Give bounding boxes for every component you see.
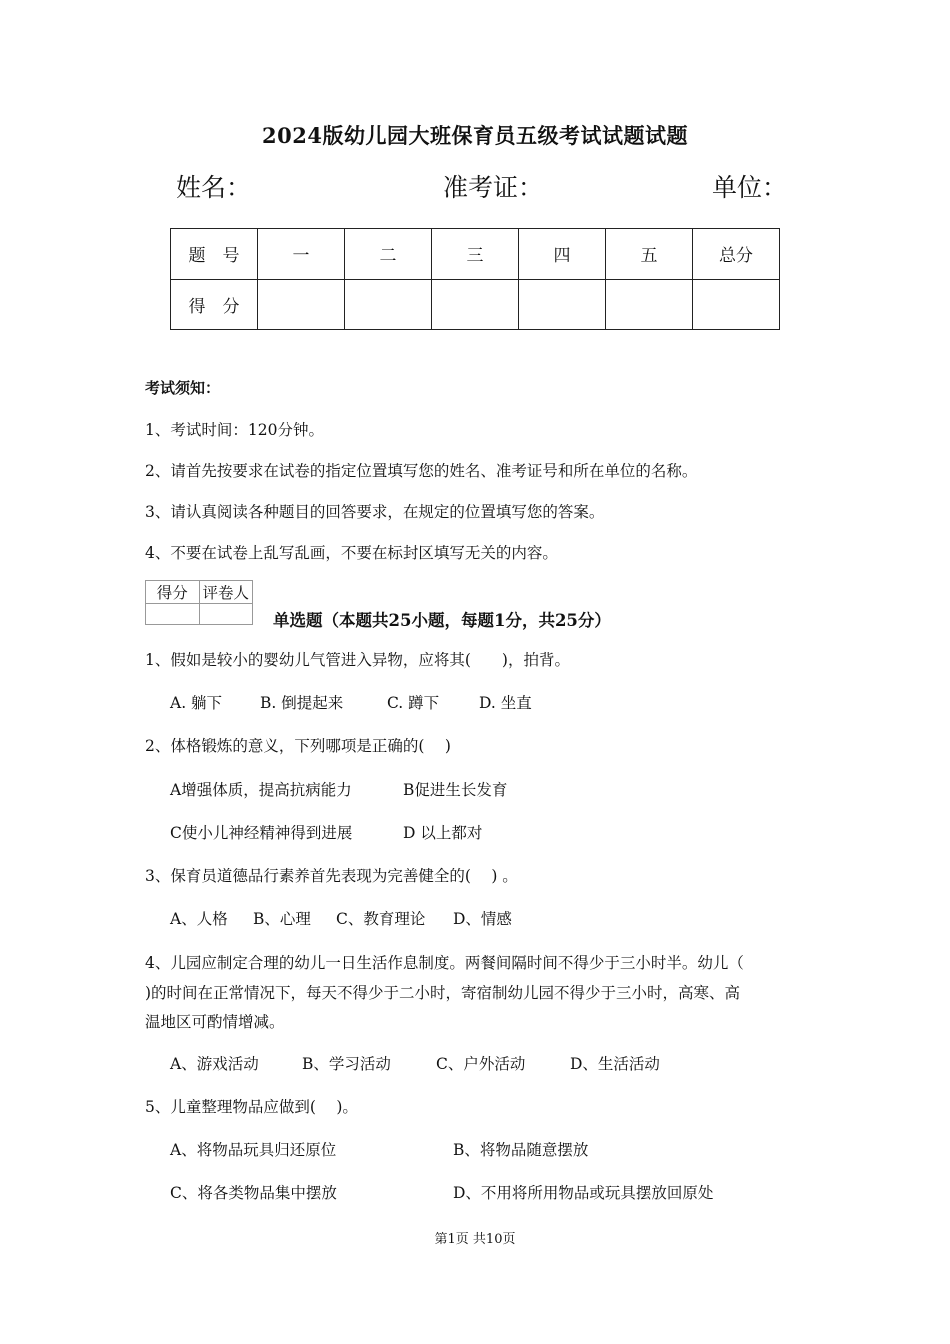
score-row-label: 得 分 <box>171 279 258 330</box>
score-cell <box>693 279 780 330</box>
grader-box <box>145 580 253 625</box>
question-stem-line: 4、儿园应制定合理的幼儿一日生活作息制度。两餐间隔时间不得少于三小时半。幼儿（ <box>145 954 744 972</box>
score-header-cell: 五 <box>606 229 693 280</box>
question-stem-line: )的时间在正常情况下，每天不得少于二小时，寄宿制幼儿园不得少于三小时，高寒、高 <box>145 984 741 1002</box>
score-header-cell: 题 号 <box>171 229 258 280</box>
score-header-cell: 二 <box>345 229 432 280</box>
question-option: A增强体质，提高抗病能力 <box>170 781 352 799</box>
score-cell <box>432 279 519 330</box>
grader-reviewer-label: 评卷人 <box>199 581 253 604</box>
score-cell <box>519 279 606 330</box>
score-table-header-row <box>171 229 780 280</box>
question-stem: 2、体格锻炼的意义，下列哪项是正确的( ) <box>145 737 451 755</box>
score-table-score-row <box>171 279 780 330</box>
question-stem: 5、儿童整理物品应做到( )。 <box>145 1098 358 1116</box>
notice-item: 4、不要在试卷上乱写乱画，不要在标封区填写无关的内容。 <box>145 544 558 562</box>
question-option: D、不用将所用物品或玩具摆放回原处 <box>453 1184 714 1202</box>
question-option: B促进生长发育 <box>403 781 508 799</box>
grader-score-label: 得分 <box>146 581 200 604</box>
question-option: C、户外活动 <box>436 1055 526 1073</box>
question-option: B、心理 <box>253 910 311 928</box>
question-option: A、将物品玩具归还原位 <box>170 1141 337 1159</box>
question-option: C使小儿神经精神得到进展 <box>170 824 353 842</box>
question-option: C. 蹲下 <box>387 694 440 712</box>
score-cell <box>258 279 345 330</box>
notice-heading: 考试须知： <box>145 379 221 397</box>
question-option: A. 躺下 <box>170 694 223 712</box>
question-option: D 以上都对 <box>403 824 483 842</box>
unit-field-label: 单位： <box>712 173 788 202</box>
question-option: B. 倒提起来 <box>260 694 344 712</box>
notice-item: 1、考试时间：120分钟。 <box>145 421 324 439</box>
score-cell <box>345 279 432 330</box>
question-stem: 1、假如是较小的婴幼儿气管进入异物，应将其( )，拍背。 <box>145 651 570 669</box>
grader-reviewer-cell <box>199 604 253 625</box>
score-table <box>170 228 780 330</box>
question-option: B、学习活动 <box>302 1055 391 1073</box>
question-option: C、教育理论 <box>336 910 426 928</box>
section-title: 单选题（本题共25小题，每题1分，共25分） <box>273 611 611 630</box>
score-header-cell: 三 <box>432 229 519 280</box>
question-option: B、将物品随意摆放 <box>453 1141 589 1159</box>
ticket-field-label: 准考证： <box>443 173 544 202</box>
page-footer: 第1页 共10页 <box>434 1232 516 1247</box>
notice-item: 3、请认真阅读各种题目的回答要求，在规定的位置填写您的答案。 <box>145 503 605 521</box>
question-stem: 3、保育员道德品行素养首先表现为完善健全的( ) 。 <box>145 867 518 885</box>
score-header-cell: 一 <box>258 229 345 280</box>
question-option: D、生活活动 <box>570 1055 660 1073</box>
question-option: A、人格 <box>170 910 228 928</box>
question-option: D、情感 <box>453 910 512 928</box>
question-option: D. 坐直 <box>479 694 532 712</box>
question-option: A、游戏活动 <box>170 1055 259 1073</box>
notice-item: 2、请首先按要求在试卷的指定位置填写您的姓名、准考证号和所在单位的名称。 <box>145 462 698 480</box>
name-field-label: 姓名： <box>176 173 252 202</box>
page-title: 2024版幼儿园大班保育员五级考试试题试题 <box>262 123 688 148</box>
grader-score-cell <box>146 604 200 625</box>
score-header-cell: 总分 <box>693 229 780 280</box>
question-option: C、将各类物品集中摆放 <box>170 1184 337 1202</box>
score-cell <box>606 279 693 330</box>
score-header-cell: 四 <box>519 229 606 280</box>
question-stem-line: 温地区可酌情增减。 <box>145 1013 285 1031</box>
